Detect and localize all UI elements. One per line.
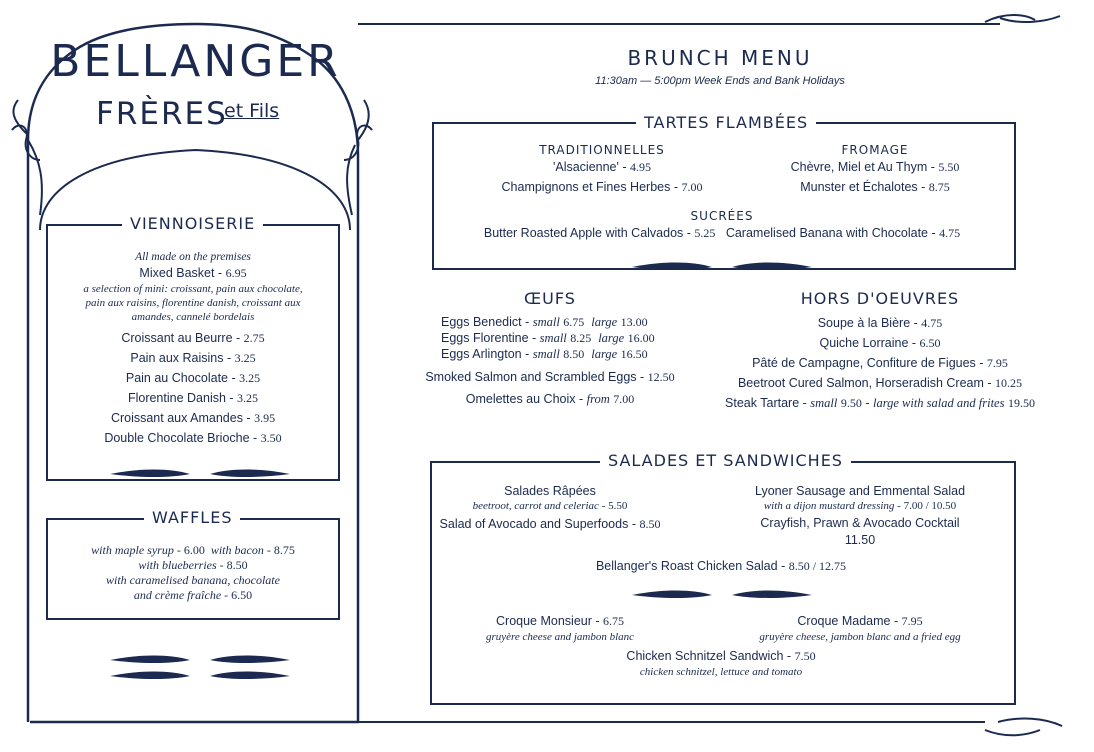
mixed-basket-desc-1: a selection of mini: croissant, pain aux chocolate, <box>83 283 303 295</box>
sucrees <box>432 209 1012 243</box>
list-item: Quiche Lorraine - 6.50 <box>819 336 941 350</box>
brand-freres: FRÈRES <box>96 96 228 132</box>
list-item: Pain au Chocolate - 3.25 <box>125 371 261 385</box>
list-item: Florentine Danish - 3.25 <box>127 391 259 405</box>
list-item: Eggs Arlington - small 8.50 large 16.50 <box>441 347 648 361</box>
list-item: Munster et Échalotes - 8.75 <box>800 180 950 194</box>
item-desc: chicken schnitzel, lettuce and tomato <box>639 666 803 678</box>
mixed-basket-desc-2: pain aux raisins, florentine danish, croissant aux <box>85 297 301 309</box>
traditionnelles-title: TRADITIONNELLES <box>539 143 665 157</box>
waffle-line: with caramelised banana, chocolate <box>106 573 280 587</box>
list-item: Steak Tartare - small 9.50 - large with salad and frites 19.50 <box>725 396 1035 410</box>
fromage-title: FROMAGE <box>841 143 909 157</box>
viennoiserie-note: All made on the premises <box>135 251 251 263</box>
schnitzel <box>430 648 1012 679</box>
oeufs-title: ŒUFS <box>524 289 576 308</box>
list-item: Omelettes au Choix - from 7.00 <box>465 392 635 406</box>
list-item: Soupe à la Bière - 4.75 <box>817 316 943 330</box>
traditionnelles <box>432 143 772 197</box>
menu-title: BRUNCH MENU <box>627 46 813 70</box>
list-item: Croissant aux Amandes - 3.95 <box>110 411 276 425</box>
list-item: Croque Madame - 7.95 <box>797 614 923 628</box>
list-item: Croque Monsieur - 6.75 <box>496 614 624 628</box>
list-item: Smoked Salmon and Scrambled Eggs - 12.50 <box>425 370 675 384</box>
viennoiserie-title: VIENNOISERIE <box>122 214 263 233</box>
brand-name: BELLANGER <box>50 36 341 87</box>
ornament-divider-icon <box>622 261 822 273</box>
waffles-title: WAFFLES <box>144 508 240 527</box>
item-desc: gruyère cheese, jambon blanc and a fried egg <box>759 631 961 643</box>
item-price: 11.50 <box>844 533 876 547</box>
list-item: Salades Râpées <box>504 484 596 498</box>
hors-list <box>700 313 1060 413</box>
croque-monsieur <box>440 613 680 644</box>
list-item: Crayfish, Prawn & Avocado Cocktail <box>760 516 960 530</box>
list-item: Croissant au Beurre - 2.75 <box>121 331 265 345</box>
ornament-divider-icon <box>100 468 300 480</box>
ornament-divider-icon <box>100 654 300 684</box>
list-item: Pain aux Raisins - 3.25 <box>130 351 256 365</box>
list-item: Eggs Benedict - small 6.75 large 13.00 <box>441 315 648 329</box>
list-item: Chicken Schnitzel Sandwich - 7.50 <box>626 649 816 663</box>
waffles-list <box>48 543 338 603</box>
list-item: Chèvre, Miel et Au Thym - 5.50 <box>790 160 960 174</box>
viennoiserie-list <box>48 250 338 448</box>
oeufs-list <box>441 314 655 362</box>
ornament-divider-icon <box>622 589 822 601</box>
item-desc: beetroot, carrot and celeriac - 5.50 <box>472 500 628 512</box>
tartes-title: TARTES FLAMBÉES <box>636 113 816 132</box>
roast-chicken <box>430 556 1012 576</box>
menu-hours: 11:30am — 5:00pm Week Ends and Bank Holidays <box>595 75 845 87</box>
salades-right <box>720 483 1000 547</box>
list-item: Butter Roasted Apple with Calvados - 5.25 Caramelised Banana with Chocolate - 4.75 <box>483 226 961 240</box>
list-item: Lyoner Sausage and Emmental Salad <box>754 484 966 498</box>
list-item: Eggs Florentine - small 8.25 large 16.00 <box>441 331 655 345</box>
sucrees-title: SUCRÉES <box>690 209 754 223</box>
waffle-line: with blueberries - 8.50 <box>138 558 248 572</box>
list-item: Beetroot Cured Salmon, Horseradish Cream - 10.25 <box>737 376 1023 390</box>
croque-madame <box>720 613 1000 644</box>
hors-title: HORS D'OEUVRES <box>800 289 960 308</box>
oeufs-extra <box>410 366 690 410</box>
salades-left <box>430 483 670 535</box>
item-desc: with a dijon mustard dressing - 7.00 / 10.50 <box>763 500 957 512</box>
list-item: Salad of Avocado and Superfoods - 8.50 <box>439 517 661 531</box>
waffle-line: with maple syrup - 6.00 with bacon - 8.75 <box>91 543 295 557</box>
brand-et-fils: et Fils <box>224 100 280 122</box>
list-item: Pâté de Campagne, Confiture de Figues - 7.95 <box>752 356 1008 370</box>
list-item: Bellanger's Roast Chicken Salad - 8.50 / 12.75 <box>595 559 847 573</box>
item-desc: gruyère cheese and jambon blanc <box>485 631 635 643</box>
mixed-basket-desc-3: amandes, cannelé bordelais <box>131 311 255 323</box>
salades-title: SALADES ET SANDWICHES <box>600 451 851 470</box>
fromage <box>745 143 1005 197</box>
list-item: 'Alsacienne' - 4.95 <box>552 160 652 174</box>
list-item: Double Chocolate Brioche - 3.50 <box>104 431 282 445</box>
mixed-basket: Mixed Basket - 6.95 <box>139 266 247 280</box>
list-item: Champignons et Fines Herbes - 7.00 <box>501 180 703 194</box>
waffle-line: and crème fraîche - 6.50 <box>133 588 253 602</box>
